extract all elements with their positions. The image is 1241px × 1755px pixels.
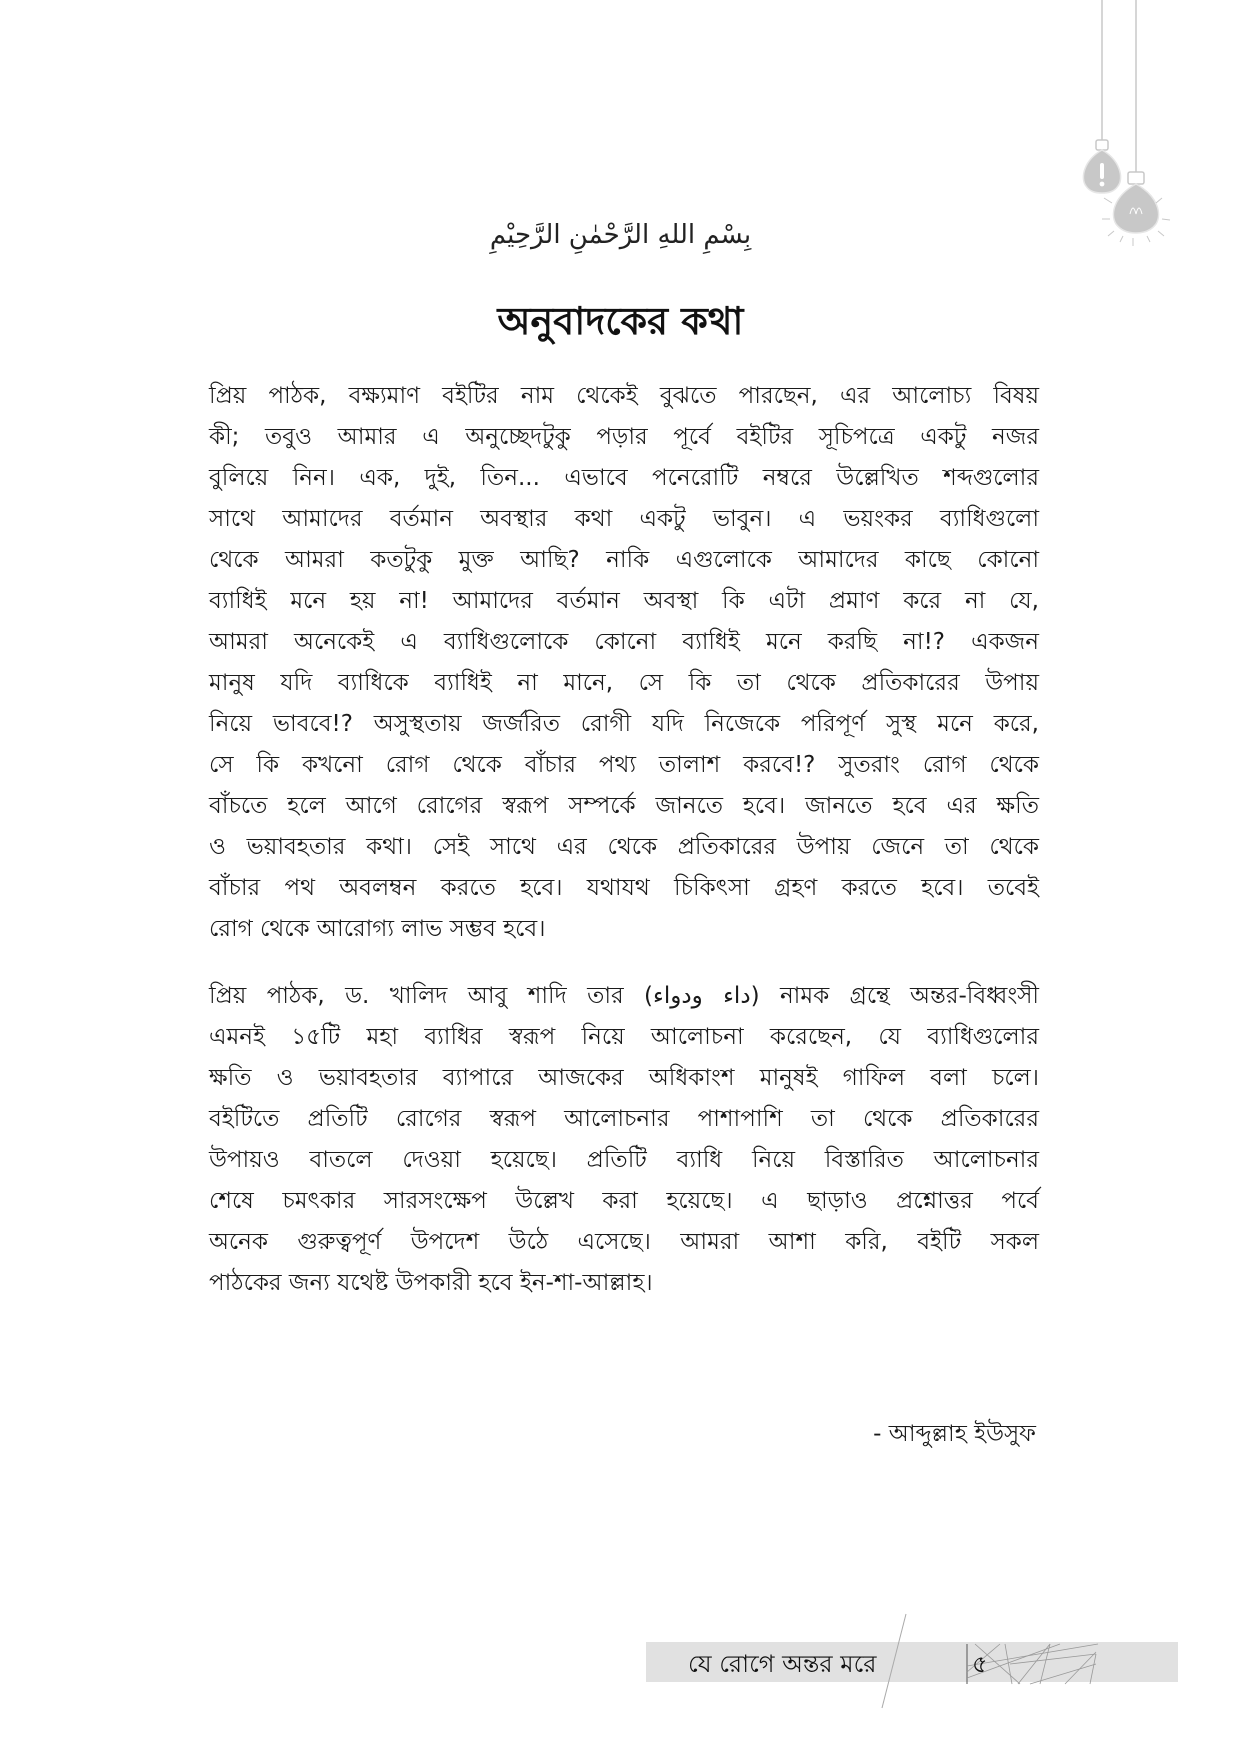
footer-book-title: যে রোগে অন্তর মরে	[688, 1650, 877, 1678]
text-line: পাঠকের জন্য যথেষ্ট উপকারী হবে ইন-শা-আল্লাহ।	[209, 1270, 653, 1296]
text-line: বুলিয়ে নিন। এক, দুই, তিন... এভাবে পনেরোটি নম্বরে উল্লেখিত শব্দগুলোর	[209, 465, 1039, 491]
text-line: সে কি কখনো রোগ থেকে বাঁচার পথ্য তালাশ করবে!? সুতরাং রোগ থেকে	[209, 752, 1039, 778]
text-line: থেকে আমরা কতটুকু মুক্ত আছি? নাকি এগুলোকে আমাদের কাছে কোনো	[209, 547, 1039, 573]
translator-signature: - আব্দুল্লাহ ইউসুফ	[873, 1421, 1036, 1447]
text-line: নিয়ে ভাববে!? অসুস্থতায় জর্জরিত রোগী যদি নিজেকে পরিপূর্ণ সুস্থ মনে করে,	[209, 711, 1039, 737]
text-line: বইটিতে প্রতিটি রোগের স্বরূপ আলোচনার পাশাপাশি তা থেকে প্রতিকারের	[209, 1106, 1039, 1132]
text-line: এমনই ১৫টি মহা ব্যাধির স্বরূপ নিয়ে আলোচনা করেছেন, যে ব্যাধিগুলোর	[209, 1024, 1039, 1050]
paragraph-2	[209, 976, 1039, 1304]
text-line: বাঁচার পথ অবলম্বন করতে হবে। যথাযথ চিকিৎসা গ্রহণ করতে হবে। তবেই	[209, 875, 1039, 901]
text-line: শেষে চমৎকার সারসংক্ষেপ উল্লেখ করা হয়েছে। এ ছাড়াও প্রশ্নোত্তর পর্বে	[209, 1188, 1039, 1214]
paragraph-1	[209, 376, 1039, 950]
bismillah-calligraphy: بِسْمِ اللهِ الرَّحْمٰنِ الرَّحِيْمِ	[489, 220, 752, 250]
text-line: ক্ষতি ও ভয়াবহতার ব্যাপারে আজকের অধিকাংশ মানুষই গাফিল বলা চলে।	[209, 1065, 1039, 1091]
text-line: মানুষ যদি ব্যাধিকে ব্যাধিই না মানে, সে কি তা থেকে প্রতিকারের উপায়	[209, 670, 1039, 696]
text-line: উপায়ও বাতলে দেওয়া হয়েছে। প্রতিটি ব্যাধি নিয়ে বিস্তারিত আলোচনার	[209, 1147, 1039, 1173]
text-line: প্রিয় পাঠক, ড. খালিদ আবু শাদি তার (داء ودواء) নামক গ্রন্থে অন্তর-বিধ্বংসী	[209, 983, 1040, 1009]
text-line: আমরা অনেকেই এ ব্যাধিগুলোকে কোনো ব্যাধিই মনে করছি না!? একজন	[209, 629, 1039, 655]
hanging-bulbs-illustration	[1070, 0, 1190, 250]
text-line: বাঁচতে হলে আগে রোগের স্বরূপ সম্পর্কে জানতে হবে। জানতে হবে এর ক্ষতি	[209, 793, 1039, 819]
page-number: ৫	[972, 1650, 988, 1678]
text-line: কী; তবুও আমার এ অনুচ্ছেদটুকু পড়ার পূর্বে বইটির সূচিপত্রে একটু নজর	[209, 424, 1039, 450]
page-title: অনুবাদকের কথা	[497, 299, 744, 343]
bulb-glowing-icon	[1102, 0, 1170, 246]
text-line: প্রিয় পাঠক, বক্ষ্যমাণ বইটির নাম থেকেই বুঝতে পারছেন, এর আলোচ্য বিষয়	[209, 383, 1039, 409]
bulb-exclamation-icon	[1083, 0, 1120, 193]
body-text	[209, 376, 1039, 1330]
text-line: ও ভয়াবহতার কথা। সেই সাথে এর থেকে প্রতিকারের উপায় জেনে তা থেকে	[209, 834, 1039, 860]
text-line: ব্যাধিই মনে হয় না! আমাদের বর্তমান অবস্থা কি এটা প্রমাণ করে না যে,	[209, 588, 1039, 614]
text-line: অনেক গুরুত্বপূর্ণ উপদেশ উঠে এসেছে। আমরা আশা করি, বইটি সকল	[209, 1229, 1039, 1255]
text-line: সাথে আমাদের বর্তমান অবস্থার কথা একটু ভাবুন। এ ভয়ংকর ব্যাধিগুলো	[209, 506, 1039, 532]
text-line: রোগ থেকে আরোগ্য লাভ সম্ভব হবে।	[209, 916, 546, 942]
